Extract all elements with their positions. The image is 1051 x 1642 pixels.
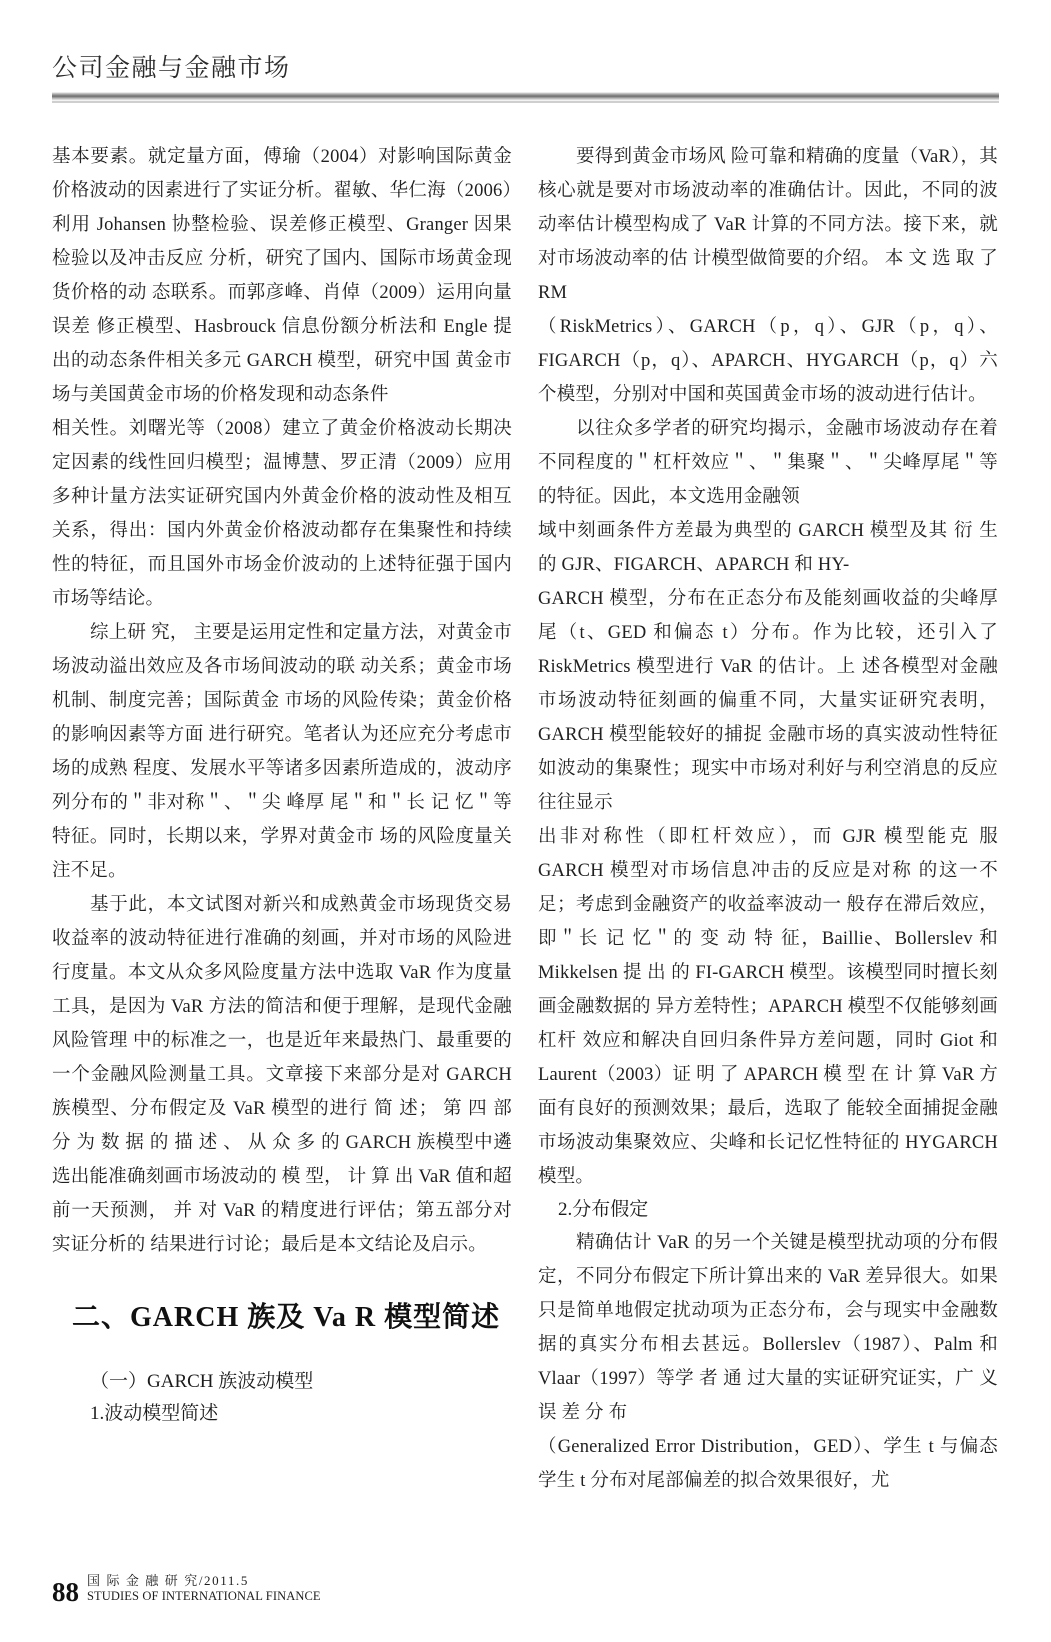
- header-rule-gradient: [52, 92, 999, 101]
- paragraph-prior-research: 基本要素。就定量方面，傅瑜（2004）对影响国际黄金价格波动的因素进行了实证分析。翟敏、华仁海（2006）利用 Johansen 协整检验、误差修正模型、Granger 因果检验以及冲击反应 分析，研究了国内、国际市场黄金现货价格的动 态联系。而郭彦峰、肖倬（2009）运用向量误差 修正模型、Hasbrouck 信息份额分析法和 Engle 提 出的动态条件相关多元 GARCH 模型，研究中国 黄金市场与美国黄金市场的价格发现和动态条件: [52, 147, 512, 405]
- paragraph-garch-family-derivatives: 域中刻画条件方差最为典型的 GARCH 模型及其 衍 生 的 GJR、FIGARCH、APARCH 和 HY-: [538, 521, 998, 575]
- column-left: [52, 140, 512, 1498]
- paragraph-distribution-assumption: 精确估计 VaR 的另一个关键是模型扰动项的分布假定，不同分布假定下所计算出来的 VaR 差异很大。如果只是简单地假定扰动项为正态分布，会与现实中金融数据的真实分布相去甚远。Bollerslev（1987）、Palm 和 Vlaar（1997）等学 者 通 过大量的实证研究证实，广 义 误 差 分 布: [538, 1233, 998, 1423]
- paragraph-ged-student-t: （Generalized Error Distribution，GED）、学生 t 与偏态学生 t 分布对尾部偏差的拟合效果很好，尤: [538, 1437, 998, 1491]
- paragraph-var-measure: 要得到黄金市场风 险可靠和精确的度量（VaR），其核心就是要对市场波动率的准确估计。因此，不同的波动率估计模型构成了 VaR 计算的不同方法。接下来，就对市场波动率的估 计模型做简要的介绍。 本 文 选 取 了 RM: [538, 147, 998, 303]
- sub-sub-heading-volatility-model: 1.波动模型简述: [90, 1403, 219, 1424]
- paragraph-models-list: （RiskMetrics）、GARCH（p，q）、GJR（p，q）、FIGARCH（p，q）、APARCH、HYGARCH（p，q）六个模型，分别对中国和英国黄金市场的波动进行估计。: [538, 317, 998, 405]
- paragraph-asymmetry-models: 出非对称性（即杠杆效应），而 GJR 模型能克 服 GARCH 模型对市场信息冲击的反应是对称 的这一不足；考虑到金融资产的收益率波动一 般存在滞后效应，即＂长 记 忆＂的 变 动 特 征，Baillie、Bollerslev 和 Mikkelsen 提 出 的 FI-GARCH 模型。该模型同时擅长刻画金融数据的 异方差特性；APARCH 模型不仅能够刻画杠杆 效应和解决自回归条件异方差问题，同时 Giot 和 Laurent（2003）证 明 了 APARCH 模 型 在 计 算 VaR 方面有良好的预测效果；最后，选取了 能较全面捕捉金融市场波动集聚效应、尖峰和长记忆性特征的 HYGARCH 模型。: [538, 827, 998, 1187]
- two-column-body: [52, 140, 999, 1498]
- running-header: [52, 52, 999, 103]
- paragraph-leverage-effect: 以往众多学者的研究均揭示，金融市场波动存在着不同程度的＂杠杆效应＂、＂集聚＂、＂尖峰厚尾＂等的特征。因此，本文选用金融领: [538, 419, 998, 507]
- paragraph-garch-distributions: GARCH 模型，分布在正态分布及能刻画收益的尖峰厚尾（t、GED 和偏态 t）分布。作为比较，还引入了 RiskMetrics 模型进行 VaR 的估计。上 述各模型对金融市场波动特征刻画的偏重不同，大量实证研究表明，GARCH 模型能较好的捕捉 金融市场的真实波动性特征如波动的集聚性；现实中市场对利好与利空消息的反应往往显示: [538, 589, 998, 813]
- paragraph-basis: 基于此，本文试图对新兴和成熟黄金市场现货交易收益率的波动特征进行准确的刻画，并对市场的风险进行度量。本文从众多风险度量方法中选取 VaR 作为度量工具，是因为 VaR 方法的简洁和便于理解，是现代金融风险管理 中的标准之一，也是近年来最热门、最重要的 一个金融风险测量工具。文章接下来部分是对 GARCH 族模型、分布假定及 VaR 模型的进行 简 述； 第 四 部 分 为 数 据 的 描 述 、 从 众 多 的 GARCH 族模型中遴选出能准确刻画市场波动的 模 型， 计 算 出 VaR 值和超前一天预测， 并 对 VaR 的精度进行评估；第五部分对实证分析的 结果进行讨论；最后是本文结论及启示。: [52, 895, 512, 1255]
- page-number: 88: [52, 1577, 79, 1607]
- sub-sub-heading-distribution-assumption: 2.分布假定: [558, 1199, 649, 1220]
- section-heading-garch-var: 二、GARCH 族及 Va R 模型简述: [72, 1302, 501, 1333]
- paragraph-correlation: 相关性。刘曙光等（2008）建立了黄金价格波动长期决定因素的线性回归模型；温博慧、罗正清（2009）应用多种计量方法实证研究国内外黄金价格的波动性及相互关系，得出：国内外黄金价格波动都存在集聚性和持续性的特征，而且国外市场金价波动的上述特征强于国内市场等结论。: [52, 419, 512, 609]
- column-right: [538, 140, 998, 1498]
- sub-heading-garch-family: （一）GARCH 族波动模型: [90, 1371, 314, 1392]
- paragraph-summary-research: 综上研 究， 主要是运用定性和定量方法，对黄金市场波动溢出效应及各市场间波动的联 动关系；黄金市场机制、制度完善；国际黄金 市场的风险传染；黄金价格的影响因素等方面 进行研究。笔者认为还应充分考虑市场的成熟 程度、发展水平等诸多因素所造成的，波动序 列分布的＂非对称＂、＂尖 峰厚 尾＂和＂长 记 忆＂等特征。同时，长期以来，学界对黄金市 场的风险度量关注不足。: [52, 623, 512, 881]
- footer-journal-block: [87, 1573, 321, 1606]
- footer-journal-name-cn: 国 际 金 融 研 究/2011.5: [87, 1573, 249, 1588]
- running-header-title: 公司金融与金融市场: [52, 55, 291, 82]
- footer-journal-name-en: STUDIES OF INTERNATIONAL FINANCE: [87, 1589, 321, 1603]
- page-footer: [52, 1573, 321, 1606]
- header-rule-thin: [52, 101, 999, 103]
